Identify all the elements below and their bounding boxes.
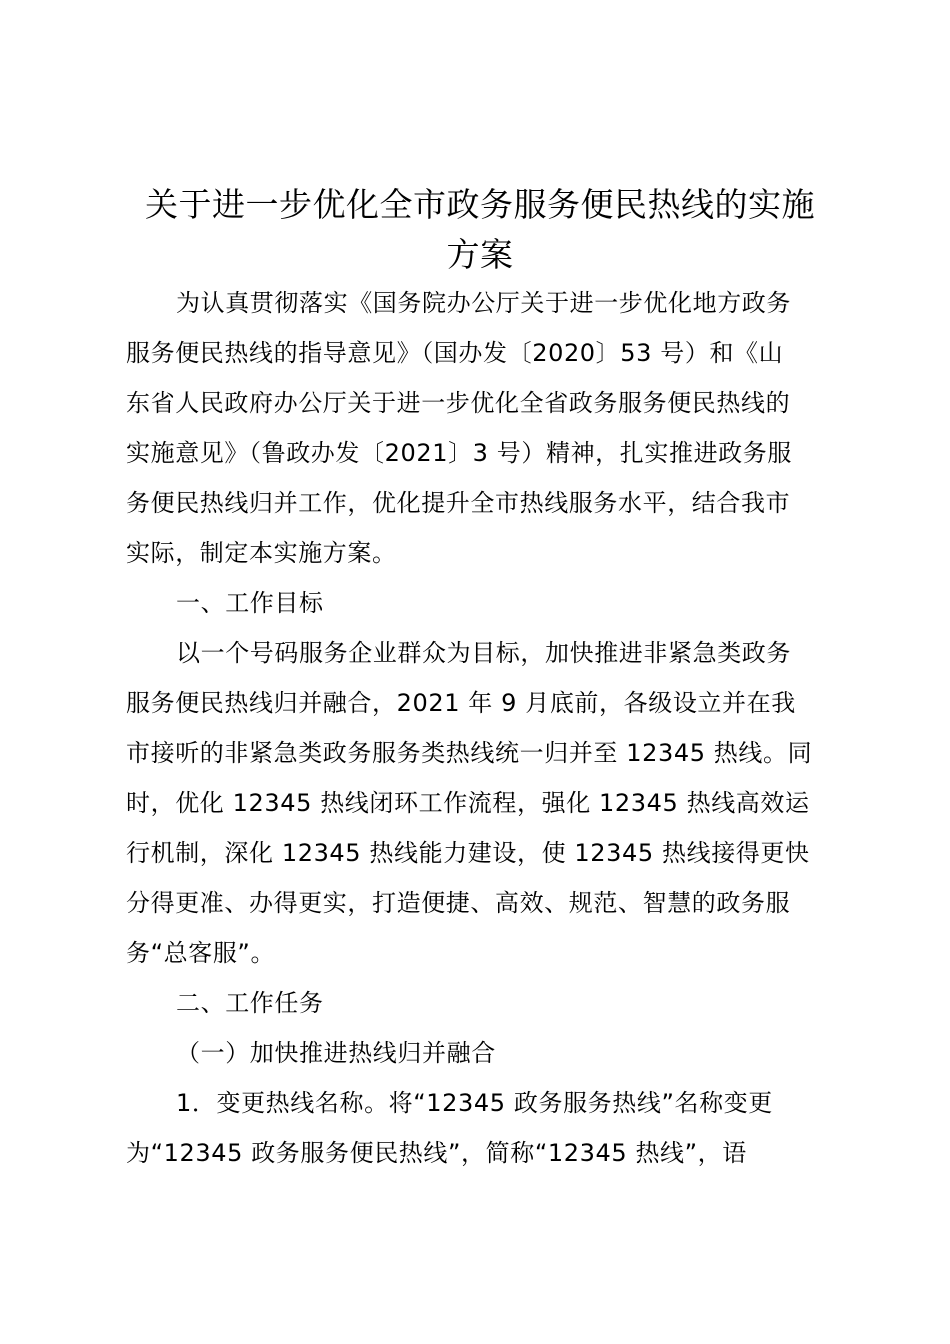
document-title	[126, 180, 834, 280]
body-line: 分得更准、办得更实，打造便捷、高效、规范、智慧的政务服	[126, 889, 791, 917]
title-line: 关于进一步优化全市政务服务便民热线的实施	[145, 185, 815, 224]
body-line: 服务便民热线归并融合，2021 年 9 月底前，各级设立并在我	[126, 689, 796, 717]
body-line: 务“总客服”。	[126, 939, 276, 967]
body-line: 东省人民政府办公厅关于进一步优化全省政务服务便民热线的	[126, 389, 791, 417]
body-line: （一）加快推进热线归并融合	[176, 1039, 496, 1067]
document-body	[126, 278, 836, 1178]
body-line: 实施意见》（鲁政办发〔2021〕3 号）精神，扎实推进政务服	[126, 439, 792, 467]
body-line: 为认真贯彻落实《国务院办公厅关于进一步优化地方政务	[176, 289, 791, 317]
body-line: 市接听的非紧急类政务服务类热线统一归并至 12345 热线。同	[126, 739, 813, 767]
body-line: 行机制，深化 12345 热线能力建设，使 12345 热线接得更快	[126, 839, 810, 867]
body-line: 实际，制定本实施方案。	[126, 539, 397, 567]
body-line: 服务便民热线的指导意见》（国办发〔2020〕53 号）和《山	[126, 339, 784, 367]
body-line: 二、工作任务	[176, 989, 324, 1017]
title-line: 方案	[446, 235, 514, 274]
body-line: 时，优化 12345 热线闭环工作流程，强化 12345 热线高效运	[126, 789, 810, 817]
body-line: 务便民热线归并工作，优化提升全市热线服务水平，结合我市	[126, 489, 791, 517]
body-line: 以一个号码服务企业群众为目标，加快推进非紧急类政务	[176, 639, 791, 667]
body-line: 1．变更热线名称。将“12345 政务服务热线”名称变更	[176, 1089, 773, 1117]
body-line: 一、工作目标	[176, 589, 324, 617]
body-line: 为“12345 政务服务便民热线”，简称“12345 热线”，语	[126, 1139, 747, 1167]
